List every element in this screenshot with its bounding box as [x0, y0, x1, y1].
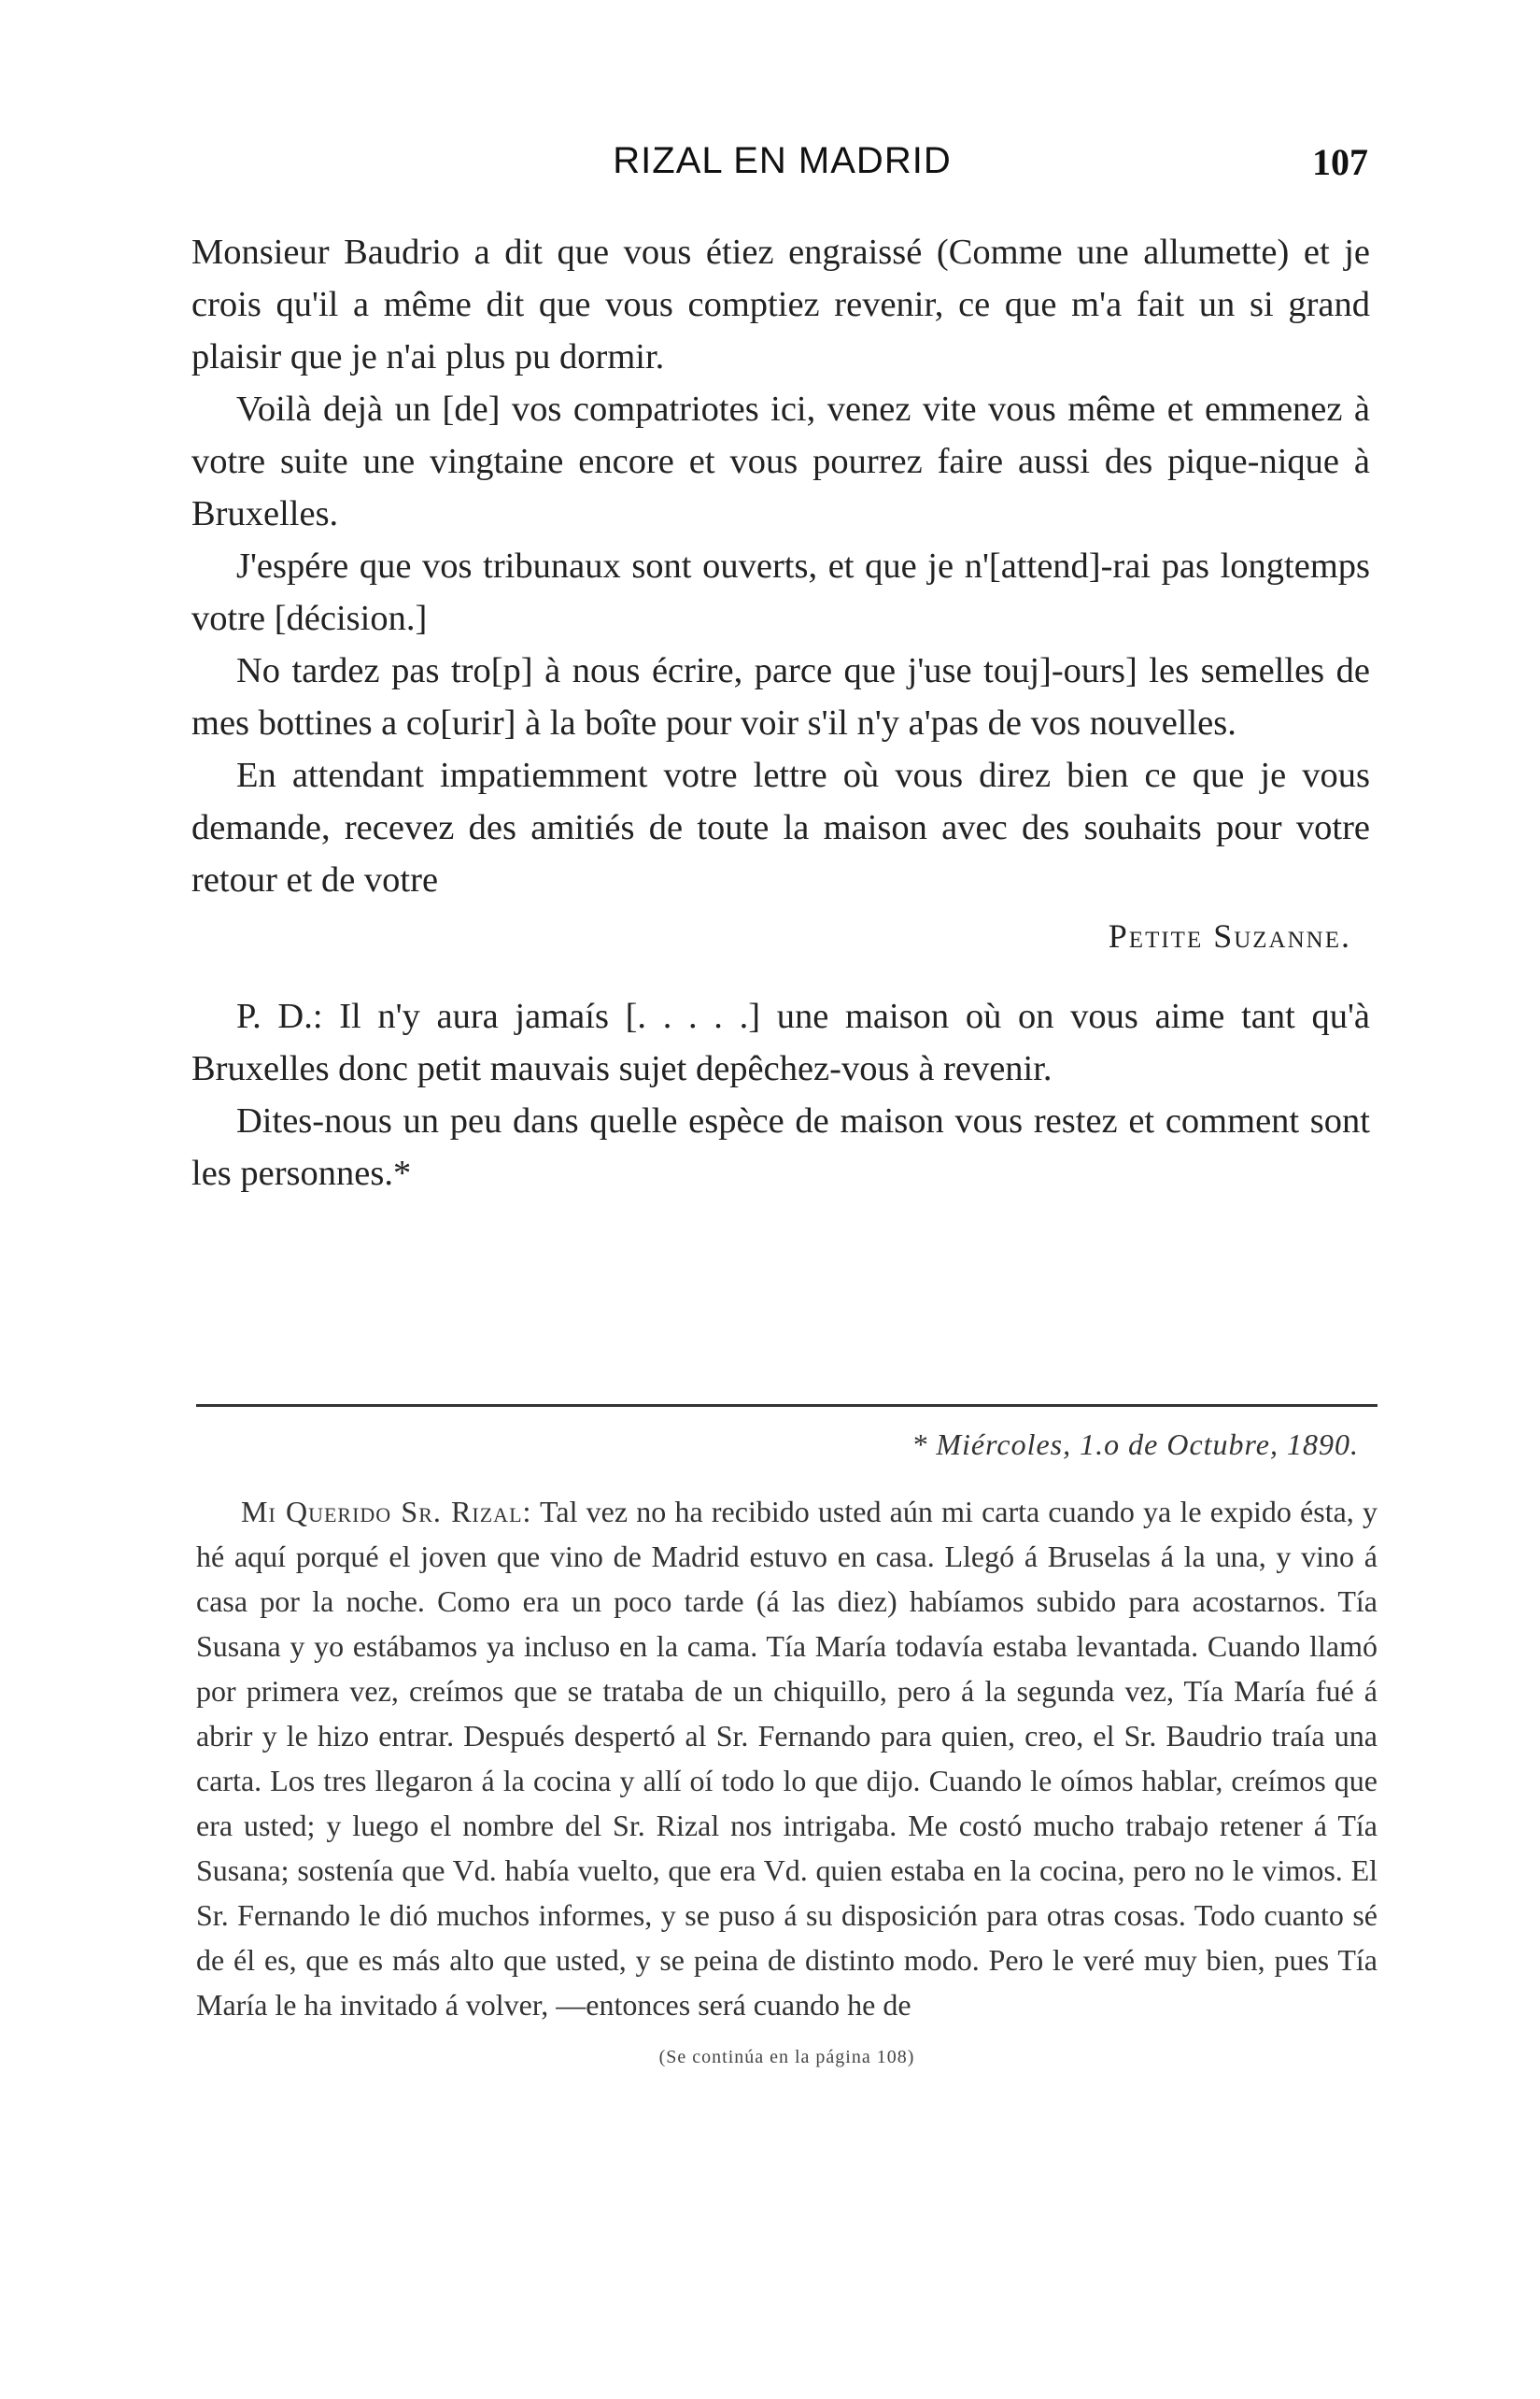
letter-paragraph: J'espére que vos tribunaux sont ouverts, et que je n'[attend]-rai pas longtemps votre [décision.]: [191, 547, 1370, 638]
footnote-text: Tal vez no ha recibido usted aún mi carta cuando ya le expido ésta, y hé aquí porqué el joven que vino de Madrid estuvo en casa. Llegó á Bruselas á la una, y vino á casa por la noche. Como era un poco tarde (á las diez) habíamos subido para acostarnos. Tía Susana y yo estábamos ya incluso en la cama. Tía María todavía estaba levantada. Cuando llamó por primera vez, creímos que se trataba de un chiquillo, pero á la segunda vez, Tía María fué á abrir y le hizo entrar. Después despertó al Sr. Fernando para quien, creo, el Sr. Baudrio traía una carta. Los tres llegaron á la cocina y allí oí todo lo que dijo. Cuando le oímos hablar, creímos que era usted; y luego el nombre del Sr. Rizal nos intrigaba. Me costó mucho trabajo retener á Tía Susana; sostenía que Vd. había vuelto, que era Vd. quien estaba en la cocina, pero no le vimos. El Sr. Fernando le dió muchos informes, y se puso á su disposición para otras cosas. Todo cuanto sé de él es, que es más alto que usted, y se peina de distinto modo. Pero le veré muy bien, pues Tía María le ha invitado á volver, —entonces será cuando he de: [196, 1495, 1378, 2022]
letter-text: [191, 226, 1370, 1200]
page-number: 107: [1312, 141, 1368, 183]
letter-paragraph: En attendant impatiemment votre lettre où vous direz bien ce que je vous demande, recevez des amitiés de toute la maison avec des souhaits pour votre retour et de votre: [191, 756, 1370, 900]
letter-paragraph: Monsieur Baudrio a dit que vous étiez engraissé (Comme une allumette) et je crois qu'il a même dit que vous comptiez revenir, ce que m'a fait un si grand plaisir que je n'ai plus pu dormir.: [191, 233, 1370, 376]
continuation-note: (Se continúa en la página 108): [658, 2047, 915, 2067]
footnote: [196, 1422, 1378, 2080]
letter-paragraph: No tardez pas tro[p] à nous écrire, parce que j'use touj]-ours] les semelles de mes bottines a co[urir] à la boîte pour voir s'il n'y a'pas de vos nouvelles.: [191, 651, 1370, 743]
running-title: RIZAL EN MADRID: [613, 140, 952, 181]
letter-signature: Petite Suzanne.: [1108, 917, 1351, 955]
footnote-divider: [196, 1404, 1378, 1407]
page-header: [196, 140, 1368, 196]
postscript-paragraph: P. D.: Il n'y aura jamaís [. . . . .] une maison où on vous aime tant qu'à Bruxelles donc petit mauvais sujet depêchez-vous à revenir.: [191, 997, 1370, 1088]
postscript-paragraph: Dites-nous un peu dans quelle espèce de maison vous restez et comment sont les personnes.*: [191, 1101, 1370, 1193]
footnote-salutation: Mi Querido Sr. Rizal:: [241, 1495, 532, 1528]
letter-paragraph: Voilà dejà un [de] vos compatriotes ici, venez vite vous même et emmenez à votre suite une vingtaine encore et vous pourrez faire aussi des pique-nique à Bruxelles.: [191, 390, 1370, 533]
footnote-date: * Miércoles, 1.o de Octubre, 1890.: [911, 1427, 1359, 1461]
footnote-body: [196, 1489, 1378, 2027]
